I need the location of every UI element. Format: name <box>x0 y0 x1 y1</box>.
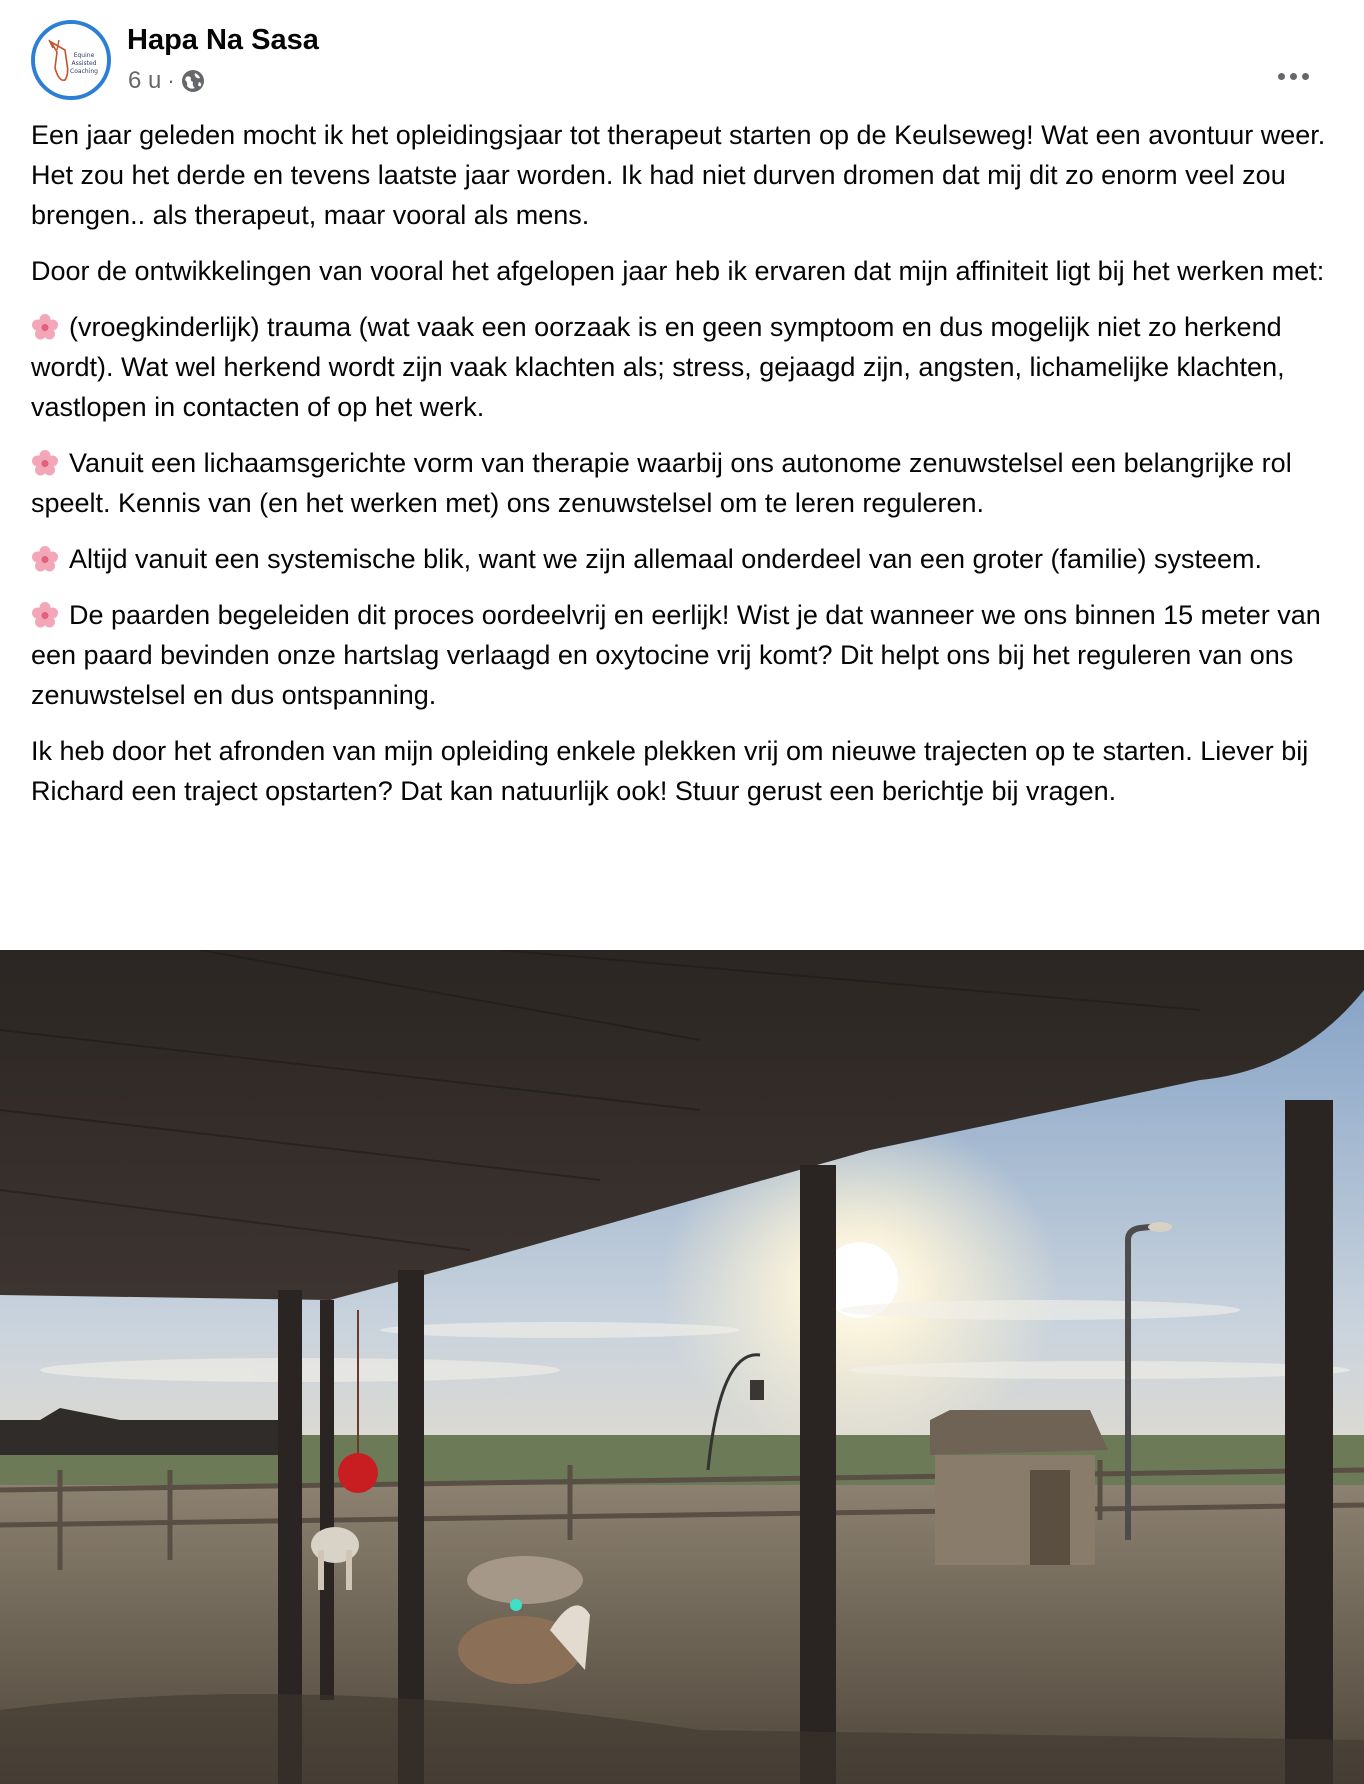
cherry-blossom-icon <box>31 545 59 573</box>
paragraph-text: Vanuit een lichaamsgerichte vorm van therapie waarbij ons autonome zenuwstelsel een belangrijke rol speelt. Kennis van (en het werken met) ons zenuwstelsel om te leren reguleren. <box>31 448 1292 518</box>
wooden-shed <box>930 1410 1108 1565</box>
post-timestamp[interactable]: 6 u <box>128 67 162 94</box>
post-bullet-paragraph <box>31 443 1341 523</box>
cherry-blossom-icon <box>31 313 59 341</box>
post-meta <box>128 64 206 98</box>
paragraph-text: Door de ontwikkelingen van vooral het afgelopen jaar heb ik ervaren dat mijn affiniteit ligt bij het werken met: <box>31 256 1325 286</box>
avatar-text-1: Equine <box>73 52 95 59</box>
more-horizontal-icon-dot <box>1302 73 1309 80</box>
post-paragraph <box>31 115 1341 235</box>
globe-icon[interactable] <box>180 68 206 94</box>
more-horizontal-icon-dot <box>1290 73 1297 80</box>
more-horizontal-icon <box>1278 73 1285 80</box>
meta-separator: · <box>167 68 175 93</box>
paragraph-text: (vroegkinderlijk) trauma (wat vaak een oorzaak is en geen symptoom en dus mogelijk niet zo herkend wordt). Wat wel herkend wordt zijn vaak klachten als; stress, gejaagd zijn, angsten, lichamelijke klachten, vastlopen in contacten of op het werk. <box>31 312 1285 422</box>
avatar[interactable] <box>31 20 111 100</box>
avatar-text-2: Assisted <box>71 60 97 67</box>
post-bullet-paragraph <box>31 539 1341 579</box>
lens-flare <box>510 1599 522 1611</box>
photo-scene <box>0 950 1364 1784</box>
post-bullet-paragraph <box>31 307 1341 427</box>
paragraph-text: Altijd vanuit een systemische blik, want we zijn allemaal onderdeel van een groter (familie) systeem. <box>69 544 1263 574</box>
lamp-head <box>1148 1222 1172 1232</box>
post-paragraph <box>31 251 1341 291</box>
paragraph-text: Ik heb door het afronden van mijn opleiding enkele plekken vrij om nieuwe trajecten op te starten. Liever bij Richard een traject opstarten? Dat kan natuurlijk ook! Stuur gerust een berichtje bij vragen. <box>31 736 1309 806</box>
cherry-blossom-icon <box>31 449 59 477</box>
post-bullet-paragraph <box>31 595 1341 715</box>
author-name[interactable]: Hapa Na Sasa <box>127 24 319 56</box>
paragraph-text: De paarden begeleiden dit proces oordeelvrij en eerlijk! Wist je dat wanneer we ons binnen 15 meter van een paard bevinden onze hartslag verlaagd en oxytocine vrij komt? Dit helpt ons bij het reguleren van ons zenuwstelsel en dus ontspanning. <box>31 600 1321 710</box>
post-photo[interactable] <box>0 950 1364 1784</box>
avatar-text-3: Coaching <box>70 68 98 75</box>
cherry-blossom-icon <box>31 601 59 629</box>
avatar-logo <box>35 24 107 96</box>
paragraph-text: Een jaar geleden mocht ik het opleidingsjaar tot therapeut starten op de Keulseweg! Wat een avontuur weer. Het zou het derde en tevens laatste jaar worden. Ik had niet durven dromen dat mij dit zo enorm veel zou brengen.. als therapeut, maar vooral als mens. <box>31 120 1326 230</box>
post-header <box>31 20 1331 100</box>
post-paragraph <box>31 731 1341 811</box>
more-options-button[interactable] <box>1267 50 1319 102</box>
post-text <box>31 115 1341 827</box>
